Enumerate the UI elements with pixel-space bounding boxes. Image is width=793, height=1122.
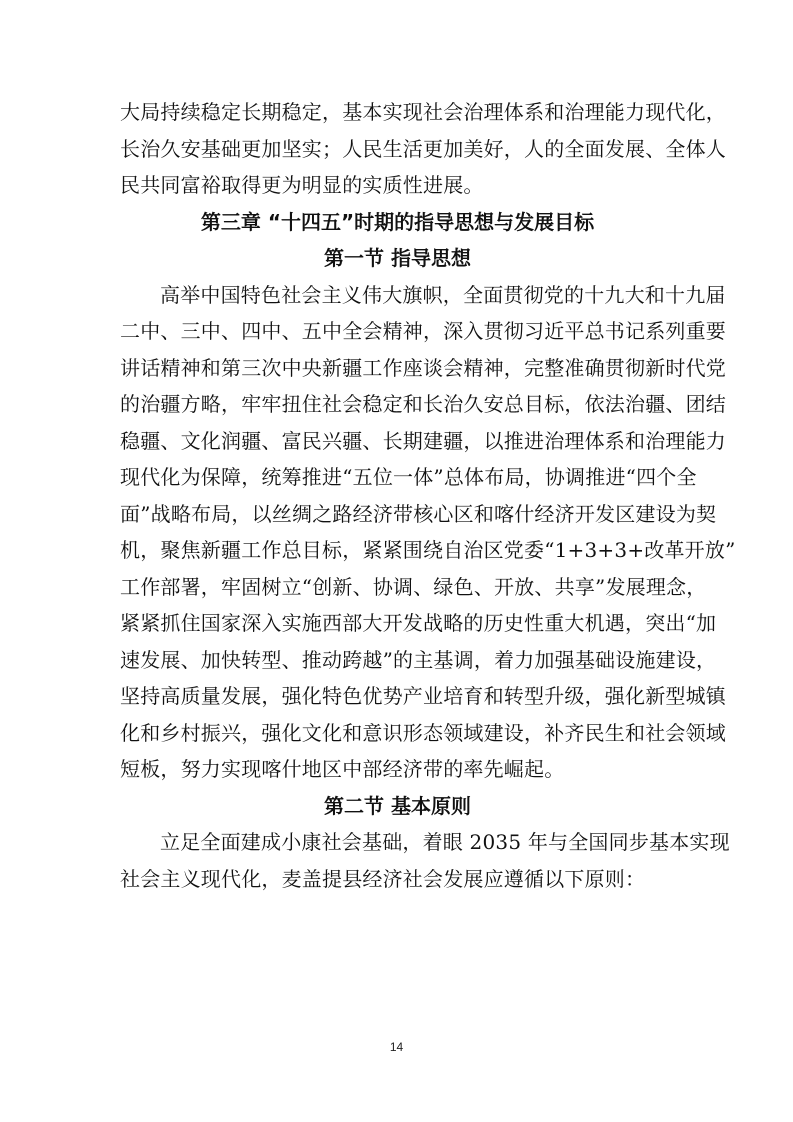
paragraph-line: 短板，努力实现喀什地区中部经济带的率先崛起。 — [120, 757, 565, 781]
paragraph-line: 面”战略布局，以丝绸之路经济带核心区和喀什经济开发区建设为契 — [120, 501, 717, 526]
paragraph-line: 民共同富裕取得更为明显的实质性进展。 — [120, 173, 484, 197]
paragraph-line: 工作部署，牢固树立“创新、协调、绿色、开放、共享”发展理念， — [120, 574, 707, 599]
document-body — [120, 94, 736, 897]
paragraph-line: 现代化为保障，统筹推进“五位一体”总体布局，协调推进“四个全 — [120, 465, 697, 489]
paragraph-line: 紧紧抓住国家深入实施西部大开发战略的历史性重大机遇，突出“加 — [120, 611, 717, 635]
paragraph-first-line: 高举中国特色社会主义伟大旗帜，全面贯彻党的十九大和十九届 — [160, 282, 726, 307]
paragraph-line: 大局持续稳定长期稳定，基本实现社会治理体系和治理能力现代化， — [120, 100, 726, 124]
paragraph-line: 社会主义现代化，麦盖提县经济社会发展应遵循以下原则： — [120, 866, 646, 891]
paragraph-first-line: 立足全面建成小康社会基础，着眼 2035 年与全国同步基本实现 — [160, 830, 730, 854]
paragraph-line: 坚持高质量发展，强化特色优势产业培育和转型升级，强化新型城镇 — [120, 684, 726, 708]
paragraph-line: 化和乡村振兴，强化文化和意识形态领域建设，补齐民生和社会领域 — [120, 720, 726, 745]
paragraph-line: 长治久安基础更加坚实；人民生活更加美好，人的全面发展、全体人 — [120, 136, 726, 161]
paragraph-line: 的治疆方略，牢牢扭住社会稳定和长治久安总目标，依法治疆、团结 — [120, 392, 726, 416]
paragraph-line: 速发展、加快转型、推动跨越”的主基调，着力加强基础设施建设， — [120, 647, 717, 672]
paragraph-line: 机，聚焦新疆工作总目标，紧紧围绕自治区党委“1+3+3+改革开放” — [120, 538, 736, 562]
section-heading: 第二节 基本原则 — [324, 793, 471, 818]
page-number: 14 — [389, 1040, 404, 1054]
paragraph-line: 二中、三中、四中、五中全会精神，深入贯彻习近平总书记系列重要 — [120, 319, 726, 343]
section-heading: 第一节 指导思想 — [324, 246, 471, 270]
section-heading: 第三章 “十四五”时期的指导思想与发展目标 — [200, 209, 595, 234]
paragraph-line: 讲话精神和第三次中央新疆工作座谈会精神，完整准确贯彻新时代党 — [120, 355, 726, 380]
paragraph-line: 稳疆、文化润疆、富民兴疆、长期建疆，以推进治理体系和治理能力 — [120, 428, 726, 453]
